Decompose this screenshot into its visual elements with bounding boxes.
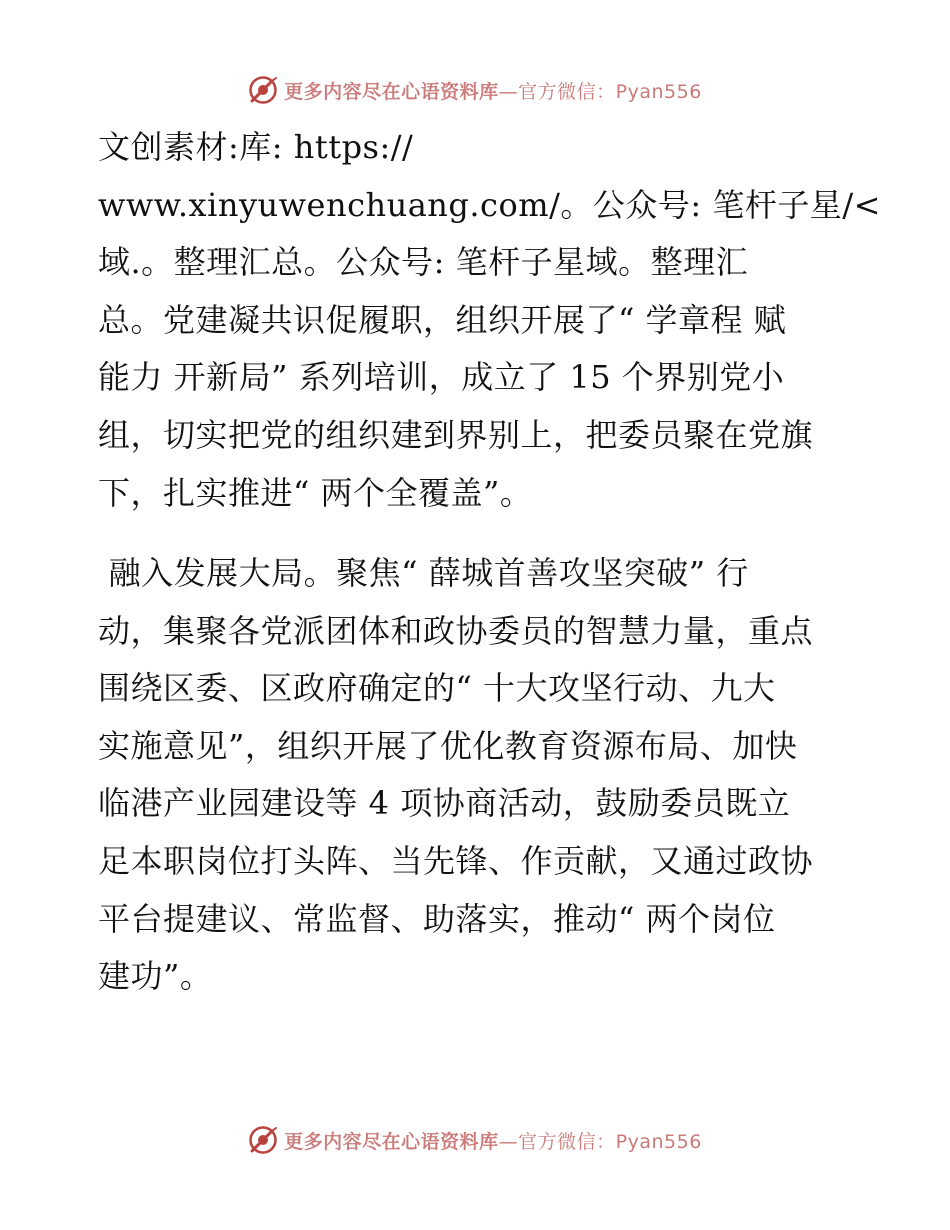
header-watermark-banner (0, 70, 950, 110)
text-line: 围绕区委、区政府确定的“ 十大攻坚行动、九大 (98, 669, 776, 708)
header-banner-main: 更多内容尽在心语资料库 (284, 80, 499, 103)
text-line: 实施意见”，组织开展了优化教育资源布局、加快 (98, 726, 798, 765)
header-banner-sub: —官方微信：Pyan556 (498, 80, 702, 103)
footer-watermark-banner (0, 1120, 950, 1160)
footer-banner-text (284, 1127, 702, 1154)
text-line: 临港产业园建设等 4 项协商活动，鼓励委员既立 (98, 784, 791, 823)
text-line: 融入发展大局。聚焦“ 薛城首善攻坚突破” 行 (98, 554, 749, 592)
paragraph-1 (98, 119, 881, 522)
header-banner-text (284, 77, 702, 104)
brand-logo-icon (248, 75, 278, 105)
footer-banner-main: 更多内容尽在心语资料库 (284, 1130, 499, 1153)
text-line: 域.。整理汇总。公众号: 笔杆子星域。整理汇 (98, 243, 749, 282)
text-line: 动，集聚各党派团体和政协委员的智慧力量，重点 (98, 611, 814, 650)
text-line: 文创素材:库: https:// (98, 128, 414, 166)
text-line: 足本职岗位打头阵、当先锋、作贡献，又通过政协 (98, 841, 814, 880)
text-line: 建功”。 (98, 957, 213, 996)
text-line: www.xinyuwenchuang.com/。公众号: 笔杆子星/< (98, 185, 881, 224)
text-line: 能力 开新局” 系列培训，成立了 15 个界别党小 (98, 358, 785, 397)
text-line: 组，切实把党的组织建到界别上，把委员聚在党旗 (98, 415, 814, 454)
paragraph-2 (98, 545, 858, 1006)
footer-banner-sub: —官方微信：Pyan556 (498, 1130, 702, 1153)
text-line: 总。党建凝共识促履职，组织开展了“ 学章程 赋 (98, 300, 787, 339)
text-line: 平台提建议、常监督、助落实，推动“ 两个岗位 (98, 899, 776, 938)
text-line: 下，扎实推进“ 两个全覆盖”。 (98, 473, 533, 512)
brand-logo-icon (248, 1125, 278, 1155)
